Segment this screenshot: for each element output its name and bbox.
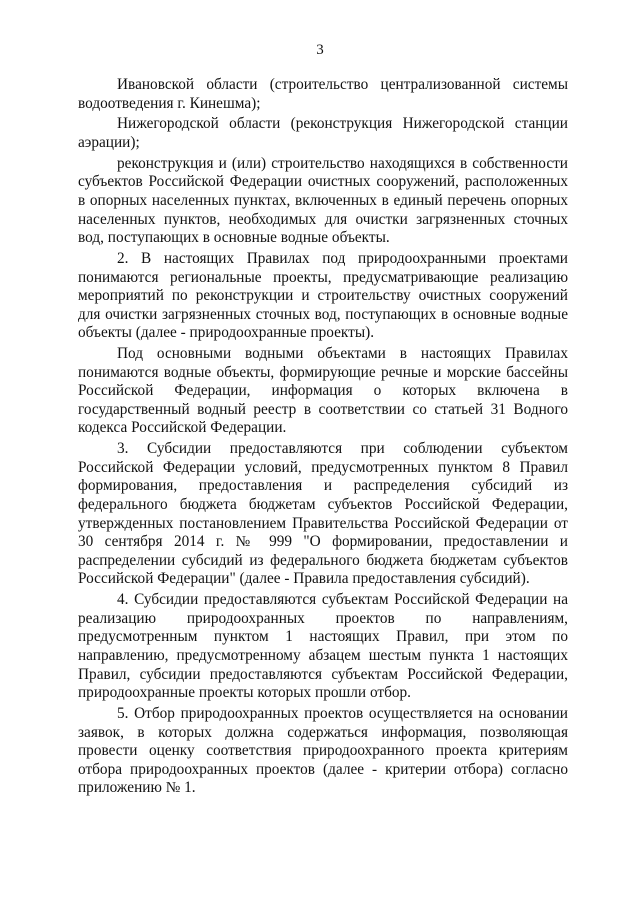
paragraph-main-water-objects: Под основными водными объектами в настоящих Правилах понимаются водные объекты, формирующие речные и морские бассейны Российской Федерации, информация о которых включена в государственный водный реестр в соответствии со статьей 31 Водного кодекса Российской Федерации. [78, 345, 568, 437]
paragraph-item-3: 3. Субсидии предоставляются при соблюдении субъектом Российской Федерации условий, предусмотренных пунктом 8 Правил формирования, предоставления и распределения субсидий из федерального бюджета бюджетам субъектов Российской Федерации, утвержденных постановлением Правительства Российской Федерации от 30 сентября 2014 г. № 999 "О формировании, предоставлении и распределении субсидий из федерального бюджета бюджетам субъектов Российской Федерации" (далее - Правила предоставления субсидий). [78, 440, 568, 588]
page-number: 3 [316, 42, 324, 58]
paragraph-ivanovo: Ивановской области (строительство централизованной системы водоотведения г. Кинешма); [78, 76, 568, 112]
paragraph-item-4: 4. Субсидии предоставляются субъектам Российской Федерации на реализацию природоохранных проектов по направлениям, предусмотренным пунктом 1 настоящих Правил, при этом по направлению, предусмотренному абзацем шестым пункта 1 настоящих Правил, субсидии предоставляются субъектам Российской Федерации, природоохранные проекты которых прошли отбор. [78, 591, 568, 702]
paragraph-item-5: 5. Отбор природоохранных проектов осуществляется на основании заявок, в которых должна содержаться информация, позволяющая провести оценку соответствия природоохранного проекта критериям отбора природоохранных проектов (далее - критерии отбора) согласно приложению № 1. [78, 704, 568, 797]
paragraph-nizhny-novgorod: Нижегородской области (реконструкция Нижегородской станции аэрации); [78, 115, 568, 151]
document-body [78, 76, 568, 800]
paragraph-reconstruction: реконструкция и (или) строительство находящихся в собственности субъектов Российской Федерации очистных сооружений, расположенных в опорных населенных пунктах, включенных в единый перечень опорных населенных пунктов, необходимых для очистки загрязненных сточных вод, поступающих в основные водные объекты. [78, 154, 568, 247]
paragraph-item-2: 2. В настоящих Правилах под природоохранными проектами понимаются региональные проекты, предусматривающие реализацию мероприятий по реконструкции и строительству очистных сооружений для очистки загрязненных сточных вод, поступающих в основные водные объекты (далее - природоохранные проекты). [78, 249, 568, 342]
